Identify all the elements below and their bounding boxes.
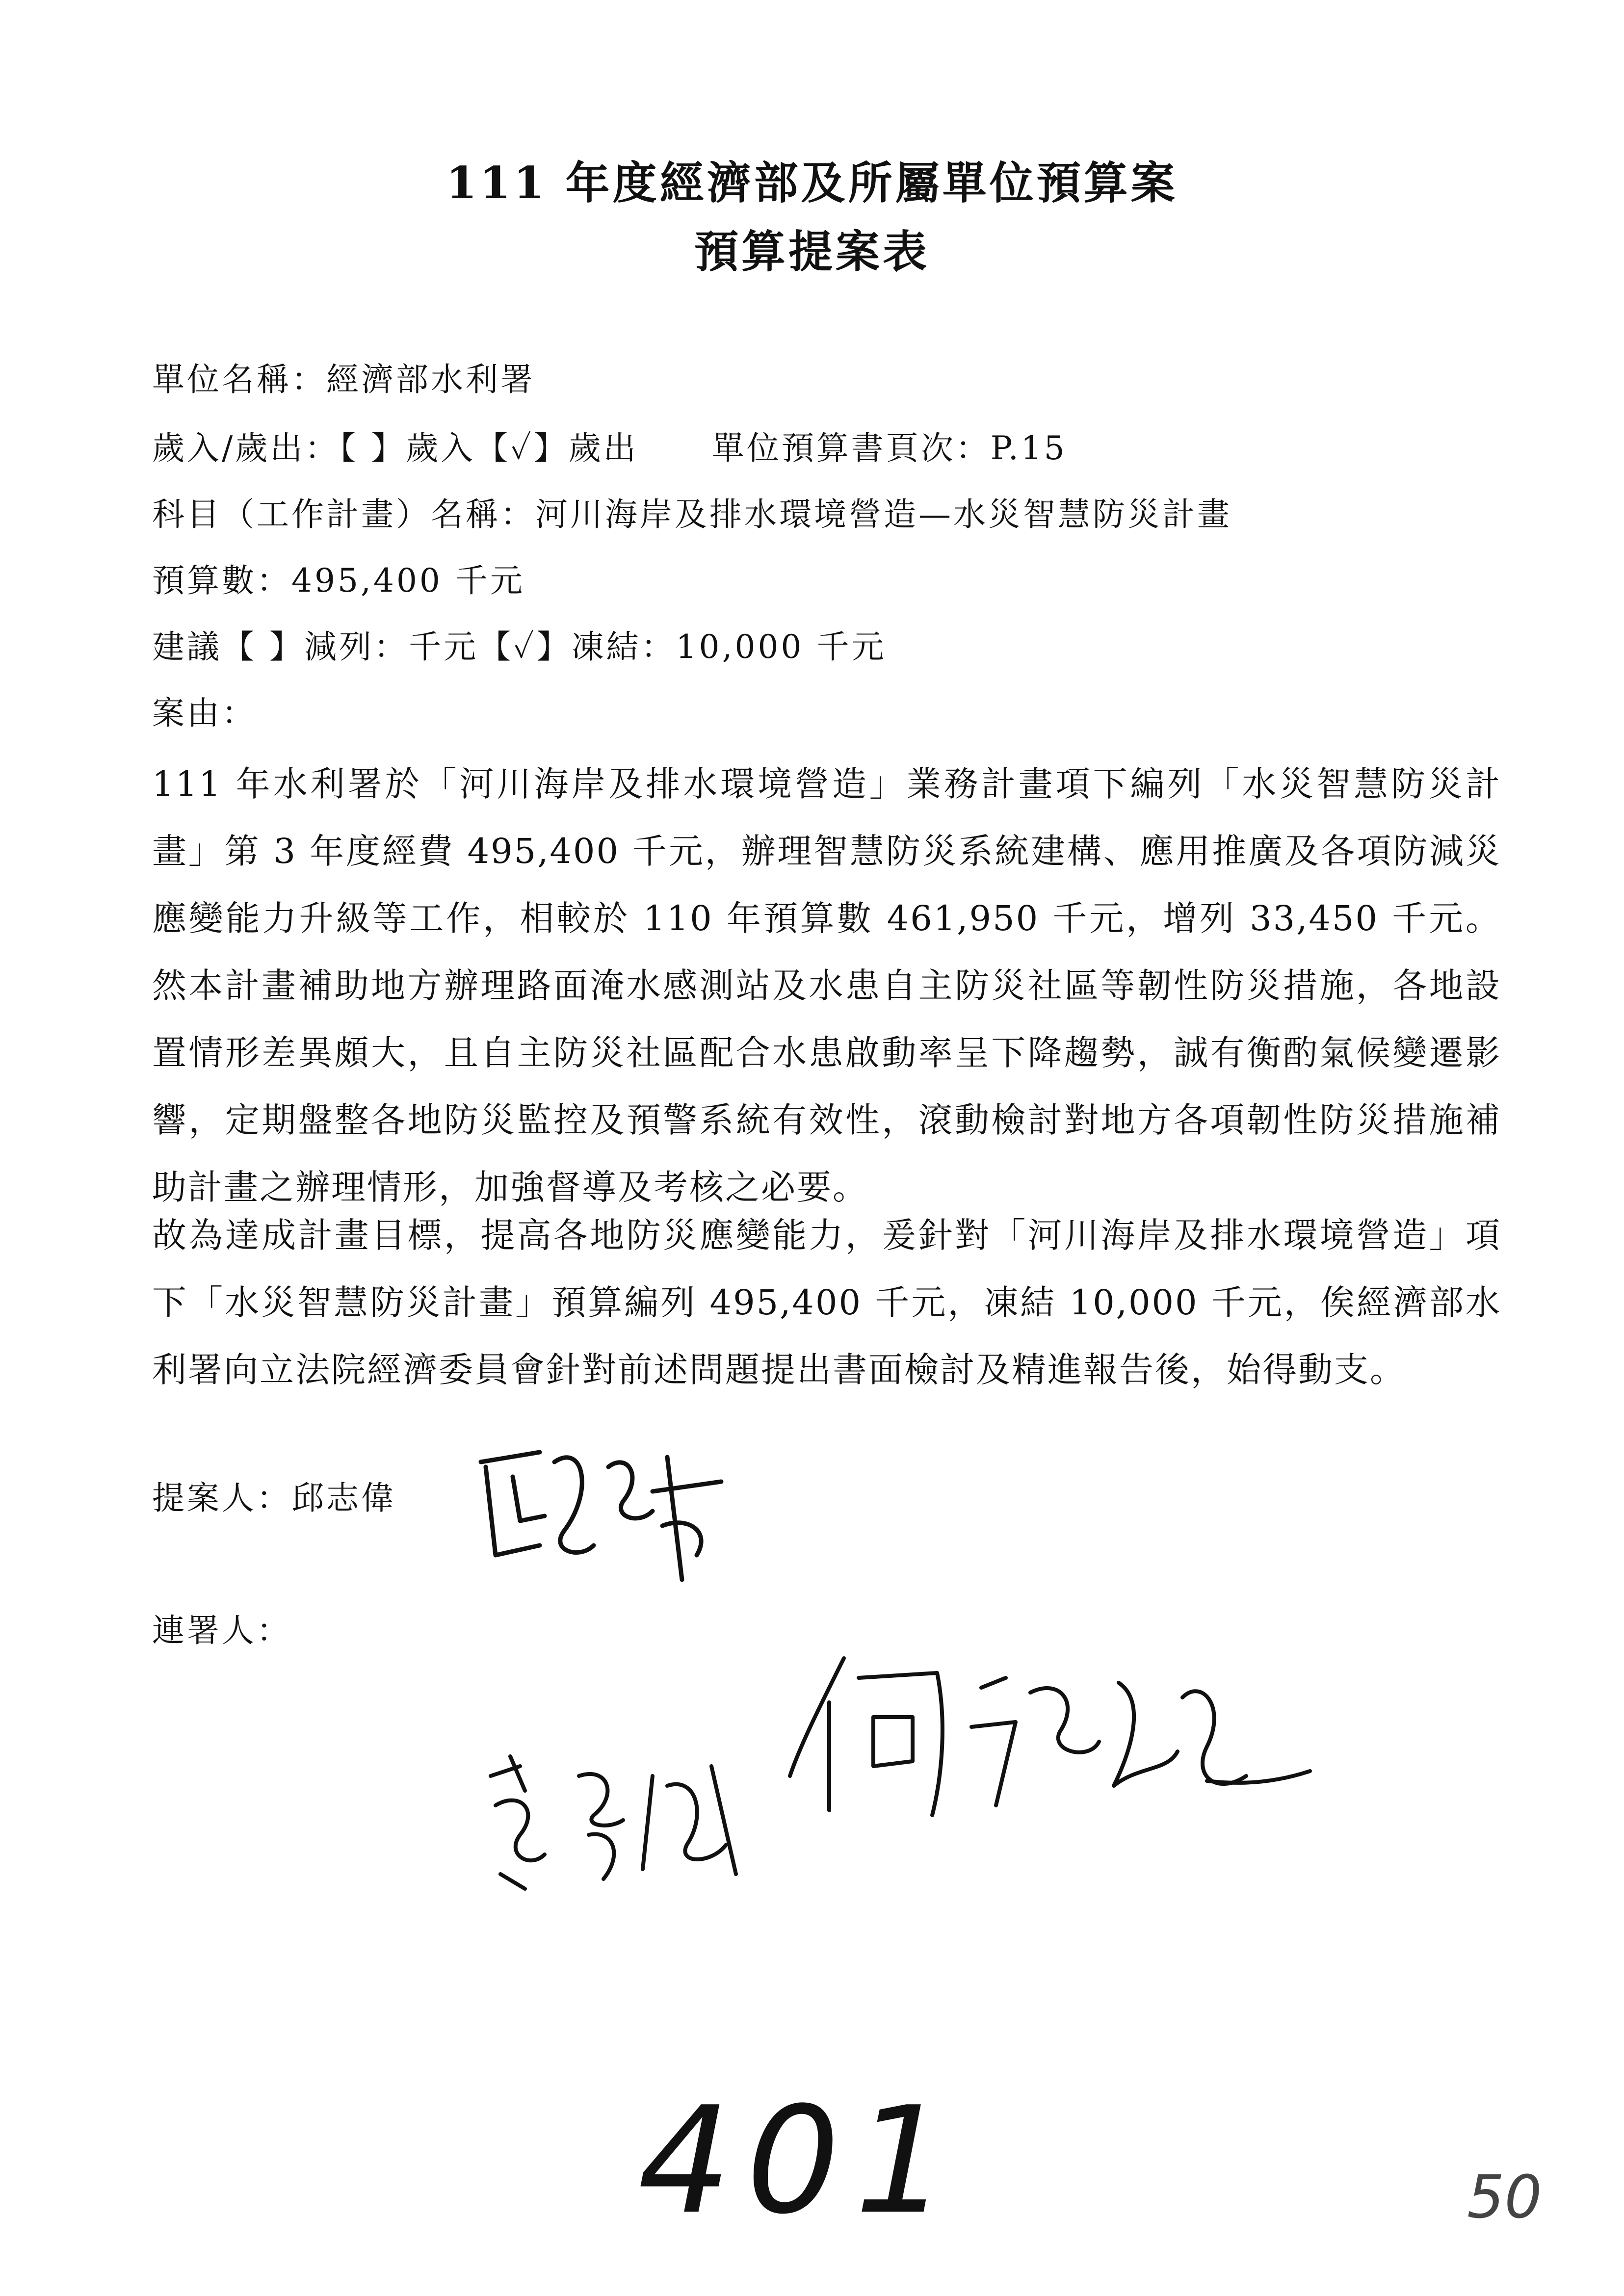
handwritten-corner-number: 50: [1467, 2164, 1542, 2232]
revenue-expense-field: 歲入/歲出：【 】歲入【✓】歲出: [152, 429, 638, 467]
reason-label: 案由：: [152, 694, 257, 732]
document-title: 111 年度經濟部及所屬單位預算案: [446, 157, 1178, 209]
proposer-signature: [466, 1433, 741, 1594]
budget-field: 預算數：495,400 千元: [152, 562, 525, 600]
cosigner-signature-he: [775, 1648, 1315, 1845]
cosigner-signature-cai: [481, 1747, 756, 1894]
proposal-field: 建議【 】減列：千元【✓】凍結：10,000 千元: [152, 628, 887, 666]
proposer-label: 提案人：邱志偉: [152, 1479, 396, 1517]
handwritten-page-number: 401: [638, 2075, 963, 2246]
document-subtitle: 預算提案表: [694, 226, 930, 278]
revenue-expense-row: [152, 422, 1067, 469]
page-ref-field: 單位預算書頁次：P.15: [711, 429, 1067, 467]
cosigners-label: 連署人：: [152, 1612, 291, 1649]
subject-field: 科目（工作計畫）名稱：河川海岸及排水環境營造—水災智慧防災計畫: [152, 496, 1232, 533]
reason-paragraph-2: 故為達成計畫目標，提高各地防災應變能力，爰針對「河川海岸及排水環境營造」項下「水災智慧防災計畫」預算編列 495,400 千元，凍結 10,000 千元，俟經濟部水利署向立法院經濟委員會針對前述問題提出書面檢討及精進報告後，始得動支。: [152, 1215, 1501, 1390]
unit-name-field: 單位名稱：經濟部水利署: [152, 361, 535, 398]
reason-paragraph-1: 111 年水利署於「河川海岸及排水環境營造」業務計畫項下編列「水災智慧防災計畫」第 3 年度經費 495,400 千元，辦理智慧防災系統建構、應用推廣及各項防減災應變能力升級等工作，相較於 110 年預算數 461,950 千元，增列 33,450 千元。然本計畫補助地方辦理路面淹水感測站及水患自主防災社區等韌性防災措施，各地設置情形差異頗大，且自主防災社區配合水患啟動率呈下降趨勢，誠有衡酌氣候變遷影響，定期盤整各地防災監控及預警系統有效性，滾動檢討對地方各項韌性防災措施補助計畫之辦理情形，加強督導及考核之必要。: [152, 764, 1501, 1207]
